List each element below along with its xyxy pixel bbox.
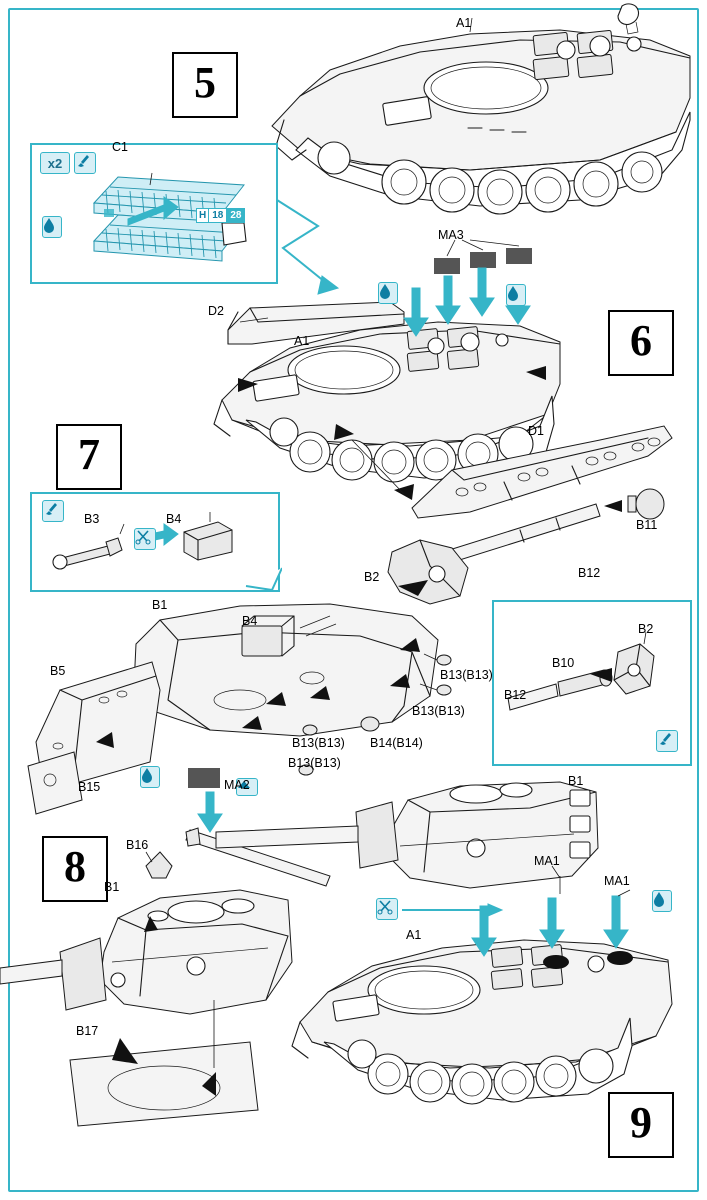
part-label-b10: B10 <box>552 656 575 670</box>
part-label-b17: B17 <box>76 1024 99 1038</box>
glue-badge-step5 <box>42 216 62 238</box>
part-label-ma1-right: MA1 <box>604 874 630 888</box>
paint-brush-badge <box>74 152 96 174</box>
part-label-b2: B2 <box>364 570 380 584</box>
paint-color-code <box>196 208 245 223</box>
step-box-9 <box>608 1092 674 1158</box>
part-label-b1-step9: B1 <box>568 774 584 788</box>
step-box-7 <box>56 424 122 490</box>
step-number: 8 <box>64 842 86 891</box>
color-code-2: 28 <box>227 208 245 223</box>
part-label-d2: D2 <box>208 304 224 318</box>
part-label-b11: B11 <box>636 518 658 532</box>
part-label-b3: B3 <box>84 512 100 526</box>
paint-brush-badge-step7 <box>42 500 64 522</box>
cut-badge-step9 <box>376 898 398 920</box>
glue-badge-step6-left <box>378 282 398 304</box>
step-number: 6 <box>630 316 652 365</box>
part-label-a1-step5: A1 <box>456 16 472 30</box>
cut-badge-step7 <box>134 528 156 550</box>
part-label-d1: D1 <box>528 424 544 438</box>
part-label-ma2: MA2 <box>224 778 250 792</box>
step6-hull <box>214 240 672 518</box>
paint-brush-badge-step7-right <box>656 730 678 752</box>
fastener-label-b13-2: B13(B13) <box>412 704 465 718</box>
part-label-a1-step6: A1 <box>294 334 310 348</box>
step-box-8 <box>42 836 108 902</box>
part-label-a1-step9: A1 <box>406 928 422 942</box>
step-number: 7 <box>78 430 100 479</box>
step-number: 5 <box>194 58 216 107</box>
part-label-b5: B5 <box>50 664 66 678</box>
step7-left-callout-art <box>32 494 282 594</box>
fastener-label-b14: B14(B14) <box>370 736 423 750</box>
step-box-6 <box>608 310 674 376</box>
quantity-badge-x2 <box>40 152 70 174</box>
part-label-ma3: MA3 <box>438 228 464 242</box>
glue-badge-step9-right <box>652 890 672 912</box>
color-code-1: 18 <box>209 208 227 223</box>
color-prefix: H <box>196 208 209 223</box>
part-label-b12: B12 <box>578 566 601 580</box>
part-label-ma1-left: MA1 <box>534 854 560 868</box>
part-label-b15: B15 <box>78 780 101 794</box>
part-label-b4: B4 <box>242 614 258 628</box>
step-box-5 <box>172 52 238 118</box>
step-number: 9 <box>630 1098 652 1147</box>
fastener-label-b13-3: B13(B13) <box>292 736 345 750</box>
fastener-label-b13-4: B13(B13) <box>288 756 341 770</box>
part-label-b16: B16 <box>126 838 149 852</box>
glue-badge-step6-right <box>506 284 526 306</box>
part-label-b2-callout: B2 <box>638 622 654 636</box>
part-label-b1-step8: B1 <box>104 880 120 894</box>
part-label-b4-callout: B4 <box>166 512 182 526</box>
step5-hull <box>272 4 690 214</box>
quantity-label: x2 <box>47 155 63 171</box>
part-label-c1: C1 <box>112 140 128 154</box>
part-label-b1-step7: B1 <box>152 598 168 612</box>
glue-badge-ma2 <box>140 766 160 788</box>
part-label-b12-callout: B12 <box>504 688 527 702</box>
fastener-label-b13-1: B13(B13) <box>440 668 493 682</box>
